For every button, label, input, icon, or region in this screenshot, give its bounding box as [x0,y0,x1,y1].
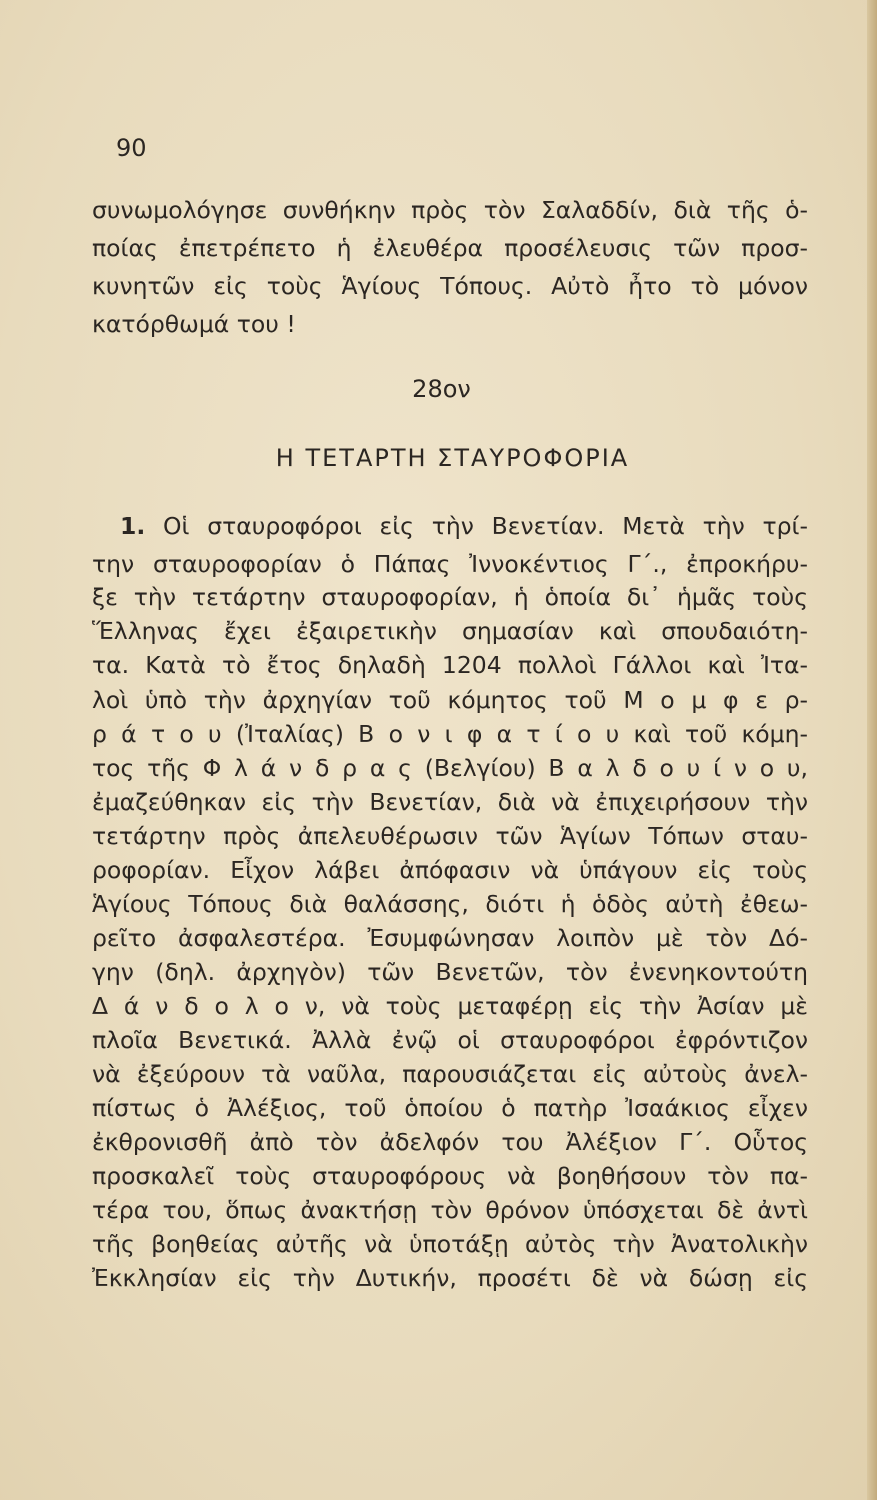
page-edge [867,0,877,1500]
text-line: ροφορίαν. Εἶχον λάβει ἀπόφασιν νὰ ὑπάγουν εἰς τοὺς [92,856,808,884]
text-line: Ἕλληνας ἔχει ἐξαιρετικὴν σημασίαν καὶ σπουδαιότη- [92,617,808,645]
section-number: 1. [120,512,146,540]
text-line: πλοῖα Βενετικά. Ἀλλὰ ἐνῷ οἱ σταυροφόροι ἐφρόντιζον [92,1026,808,1054]
chapter-number: 28ον [412,375,471,403]
text-line: κυνητῶν εἰς τοὺς Ἁγίους Τόπους. Αὐτὸ ἦτο τὸ μόνον [92,272,808,300]
text-line: συνωμολόγησε συνθήκην πρὸς τὸν Σαλαδδίν, διὰ τῆς ὁ- [92,196,808,224]
text-line: τα. Κατὰ τὸ ἔτος δηλαδὴ 1204 πολλοὶ Γάλλοι καὶ Ἰτα- [92,651,808,679]
section-first-line [120,512,808,540]
text-line: ἐμαζεύθηκαν εἰς τὴν Βενετίαν, διὰ νὰ ἐπιχειρήσουν τὴν [92,788,808,816]
text-line: τετάρτην πρὸς ἀπελευθέρωσιν τῶν Ἁγίων Τόπων σταυ- [92,822,808,850]
text-line: Ἁγίους Τόπους διὰ θαλάσσης, διότι ἡ ὁδὸς αὐτὴ ἐθεω- [92,890,808,918]
text-line: τος τῆς Φ λ ά ν δ ρ α ς (Βελγίου) Β α λ δ ο υ ί ν ο υ, [92,754,808,782]
text-line: ξε τὴν τετάρτην σταυροφορίαν, ἡ ὁποία δι᾽ ἡμᾶς τοὺς [92,583,808,611]
text-line: τέρα του, ὅπως ἀνακτήσῃ τὸν θρόνον ὑπόσχεται δὲ ἀντὶ [92,1196,808,1224]
text-line: νὰ ἐξεύρουν τὰ ναῦλα, παρουσιάζεται εἰς αὐτοὺς ἀνελ- [92,1060,808,1088]
text-line: ποίας ἐπετρέπετο ἡ ἐλευθέρα προσέλευσις τῶν προσ- [92,234,808,262]
text-line: τῆς βοηθείας αὐτῆς νὰ ὑποτάξῃ αὐτὸς τὴν Ἀνατολικὴν [92,1230,808,1258]
text-line: ἐκθρονισθῆ ἀπὸ τὸν ἀδελφόν του Ἀλέξιον Γ΄. Οὗτος [92,1128,808,1156]
text-line: πίστως ὁ Ἀλέξιος, τοῦ ὁποίου ὁ πατὴρ Ἰσαάκιος εἶχεν [92,1094,808,1122]
text-line: Ἐκκλησίαν εἰς τὴν Δυτικήν, προσέτι δὲ νὰ δώσῃ εἰς [92,1264,808,1292]
page-number: 90 [116,134,147,162]
text-line: γην (δηλ. ἀρχηγὸν) τῶν Βενετῶν, τὸν ἐνενηκοντούτη [92,958,808,986]
section-heading-text: Οἱ σταυροφόροι εἰς τὴν Βενετίαν. Μετὰ τὴν τρί- [163,512,808,540]
text-line: ρεῖτο ἀσφαλεστέρα. Ἐσυμφώνησαν λοιπὸν μὲ τὸν Δό- [92,924,808,952]
text-line: ρ ά τ ο υ (Ἰταλίας) Β ο ν ι φ α τ ί ο υ καὶ τοῦ κόμη- [92,720,808,748]
text-line: την σταυροφορίαν ὁ Πάπας Ἰννοκέντιος Γ΄., ἐπροκήρυ- [92,550,808,578]
text-line: κατόρθωμά του ! [92,310,296,338]
text-line: προσκαλεῖ τοὺς σταυροφόρους νὰ βοηθήσουν τὸν πα- [92,1162,808,1190]
chapter-title: Η ΤΕΤΑΡΤΗ ΣΤΑΥΡΟΦΟΡΙΑ [275,444,630,472]
text-line: Δ ά ν δ ο λ ο ν, νὰ τοὺς μεταφέρῃ εἰς τὴν Ἀσίαν μὲ [92,992,808,1020]
text-line: λοὶ ὑπὸ τὴν ἀρχηγίαν τοῦ κόμητος τοῦ Μ ο μ φ ε ρ- [92,686,808,714]
